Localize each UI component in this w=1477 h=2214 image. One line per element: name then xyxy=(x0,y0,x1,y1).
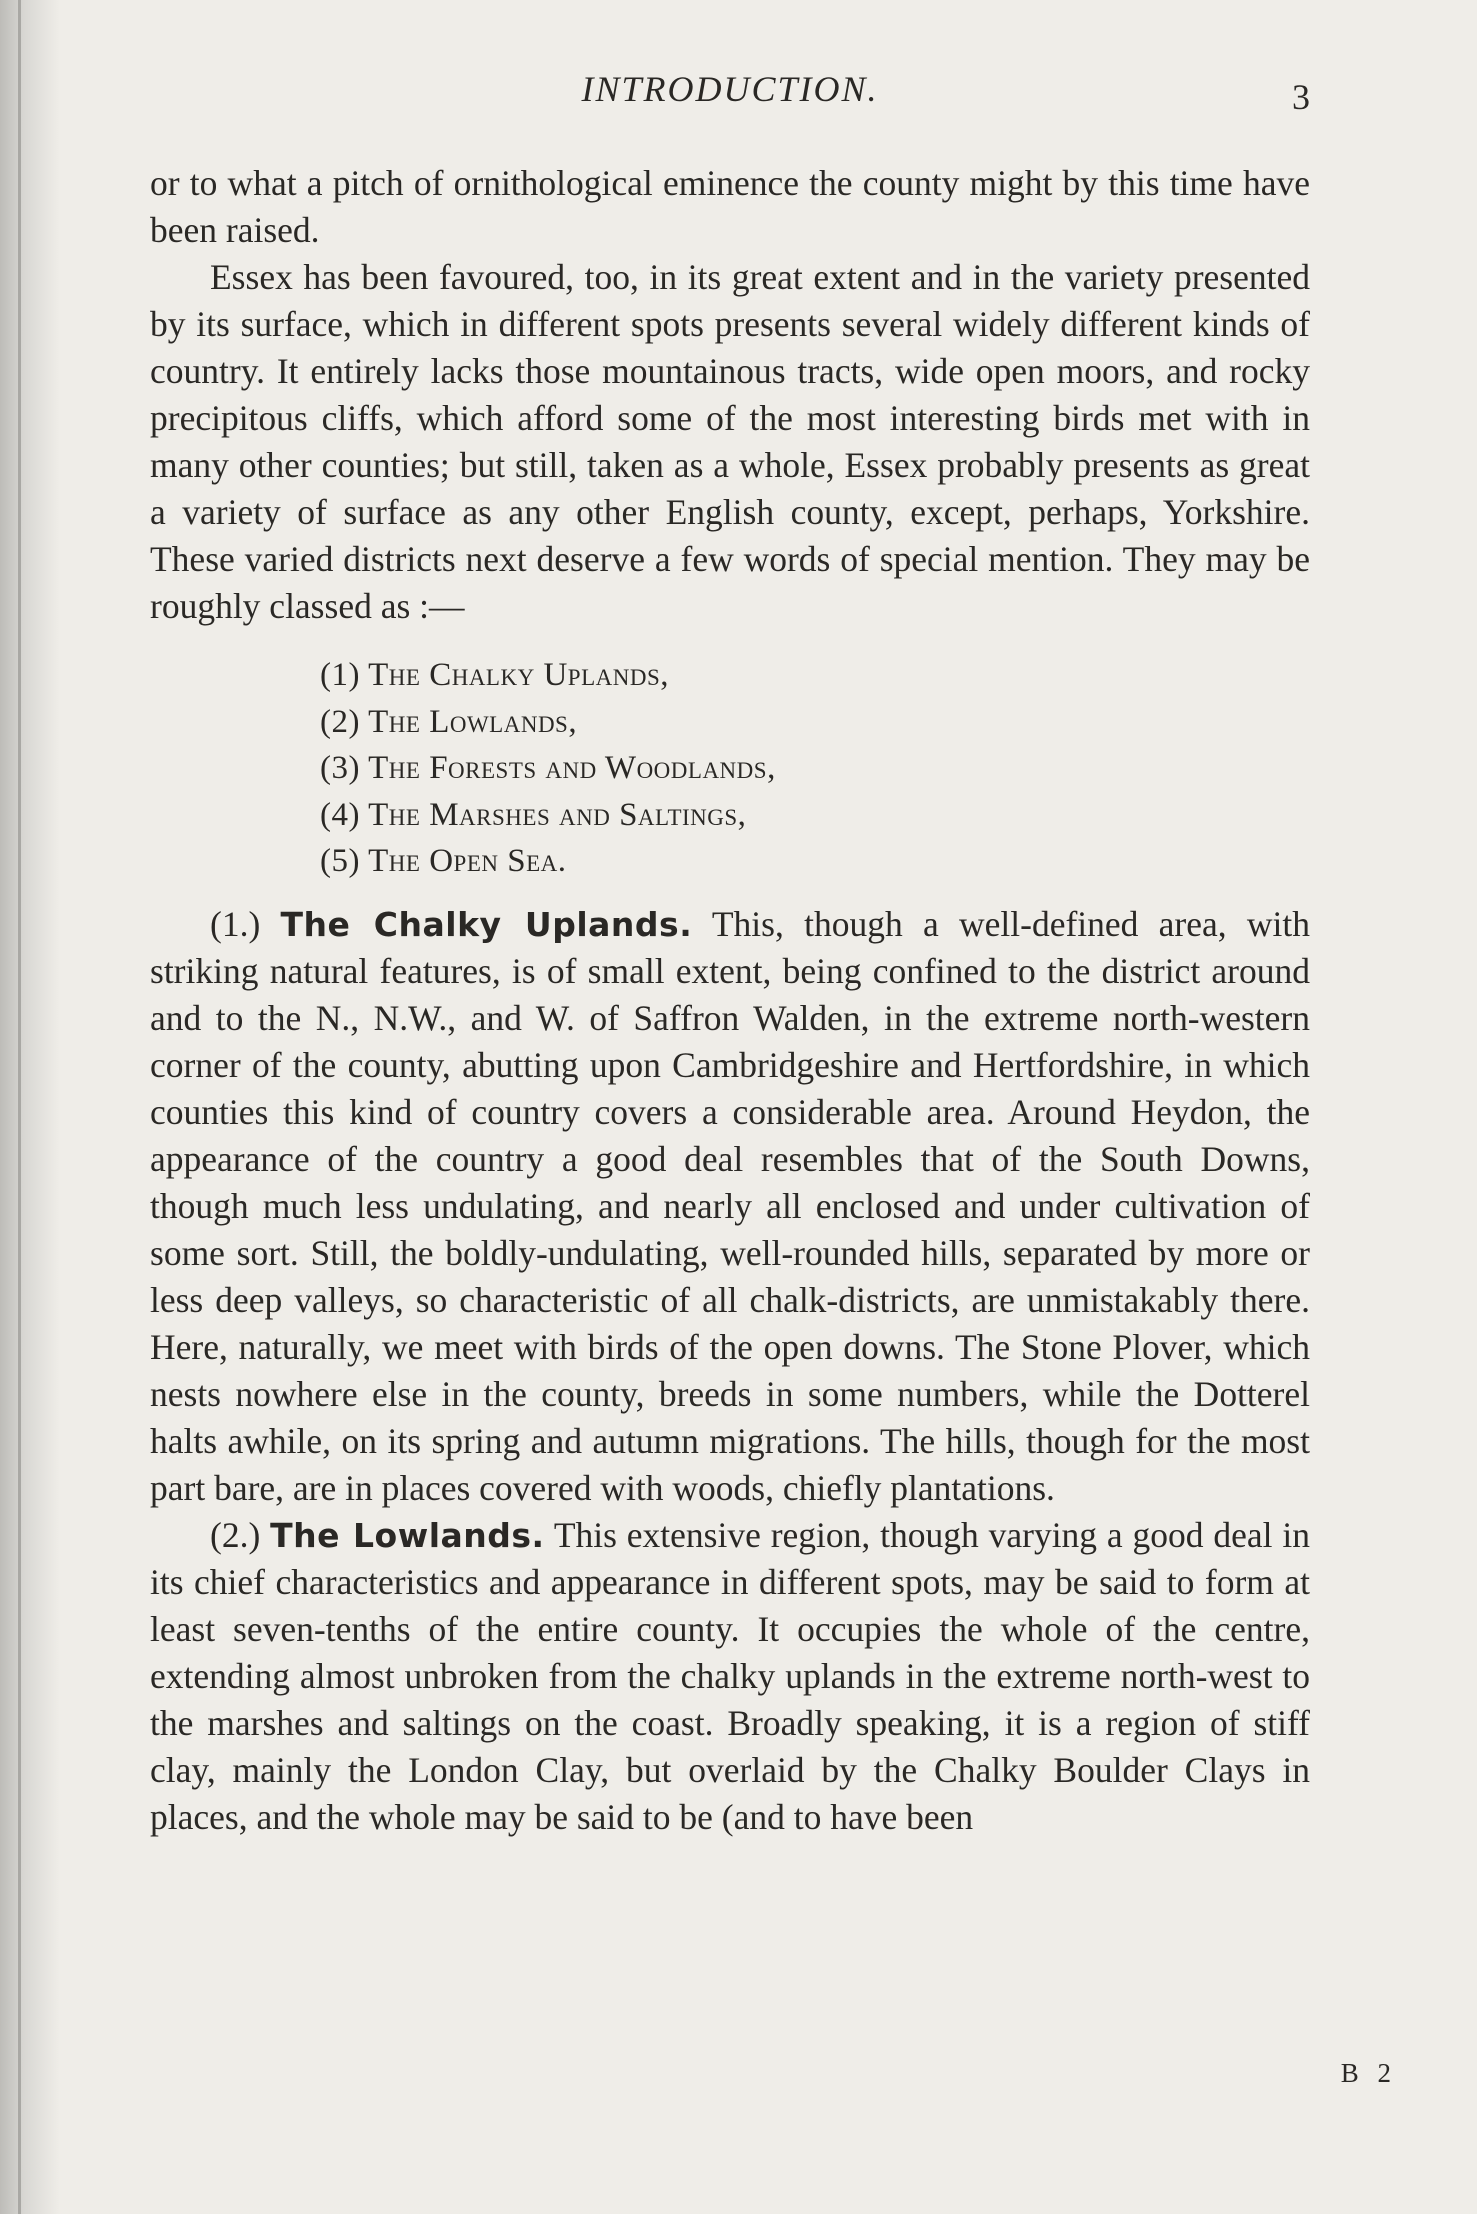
printer-signature: B 2 xyxy=(1340,2058,1397,2088)
body-text xyxy=(150,160,1310,1841)
paragraph-essex-variety: Essex has been favoured, too, in its great extent and in the variety presented by its surface, which in different spots presents several widely different kinds of country. It entirely lacks those mountainous tracts, wide open moors, and rocky precipitous cliffs, which afford some of the most interesting birds met with in many other counties; but still, taken as a whole, Essex probably presents as great a variety of surface as any other English county, except, perhaps, Yorkshire. These varied districts next deserve a few words of special mention. They may be roughly classed as :— xyxy=(150,257,1310,626)
list-item: (1) The Chalky Uplands, xyxy=(320,657,669,693)
page-header xyxy=(150,62,1310,122)
paragraph-continuation: or to what a pitch of ornithological eminence the county might by this time have been raised. xyxy=(150,163,1310,250)
district-class-list xyxy=(320,652,1310,885)
list-item: (3) The Forests and Woodlands, xyxy=(320,750,776,786)
list-item: (4) The Marshes and Saltings, xyxy=(320,796,747,833)
page-number: 3 xyxy=(1292,77,1310,117)
section-lowlands xyxy=(150,1512,1310,1841)
section-title: The Lowlands. xyxy=(270,1515,545,1555)
section-number: (1.) xyxy=(210,903,261,944)
book-gutter-shadow xyxy=(0,0,60,2214)
running-head: INTRODUCTION. xyxy=(581,69,879,109)
list-item: (5) The Open Sea. xyxy=(320,843,567,879)
section-body: This extensive region, though varying a good deal in its chief characteristics and appearance in different spots, may be said to form at least seven-tenths of the entire county. It occupies the whole of the centre, extending almost unbroken from the chalky uplands in the extreme north-west to the marshes and saltings on the coast. Broadly speaking, it is a region of stiff clay, mainly the London Clay, but overlaid by the Chalky Boulder Clays in places, and the whole may be said to be (and to have been xyxy=(150,1514,1311,1837)
section-title: The Chalky Uplands. xyxy=(280,904,693,944)
section-chalky-uplands xyxy=(150,901,1310,1512)
section-number: (2.) xyxy=(210,1514,261,1555)
section-body: This, though a well-defined area, with striking natural features, is of small extent, being confined to the district around and to the N., N.W., and W. of Saffron Walden, in the extreme north-western corner of the county, abutting upon Cambridgeshire and Hertfordshire, in which counties this kind of country covers a considerable area. Around Heydon, the appearance of the country a good deal resembles that of the South Downs, though much less undulating, and nearly all enclosed and under cultivation of some sort. Still, the boldly-undulating, well-rounded hills, separated by more or less deep valleys, so characteristic of all chalk-districts, are unmistakably there. Here, naturally, we meet with birds of the open downs. The Stone Plover, which nests nowhere else in the county, breeds in some numbers, while the Dotterel halts awhile, on its spring and autumn migrations. The hills, though for the most part bare, are in places covered with woods, chiefly plantations. xyxy=(150,903,1311,1508)
book-page xyxy=(150,62,1310,2182)
list-item: (2) The Lowlands, xyxy=(320,703,578,740)
